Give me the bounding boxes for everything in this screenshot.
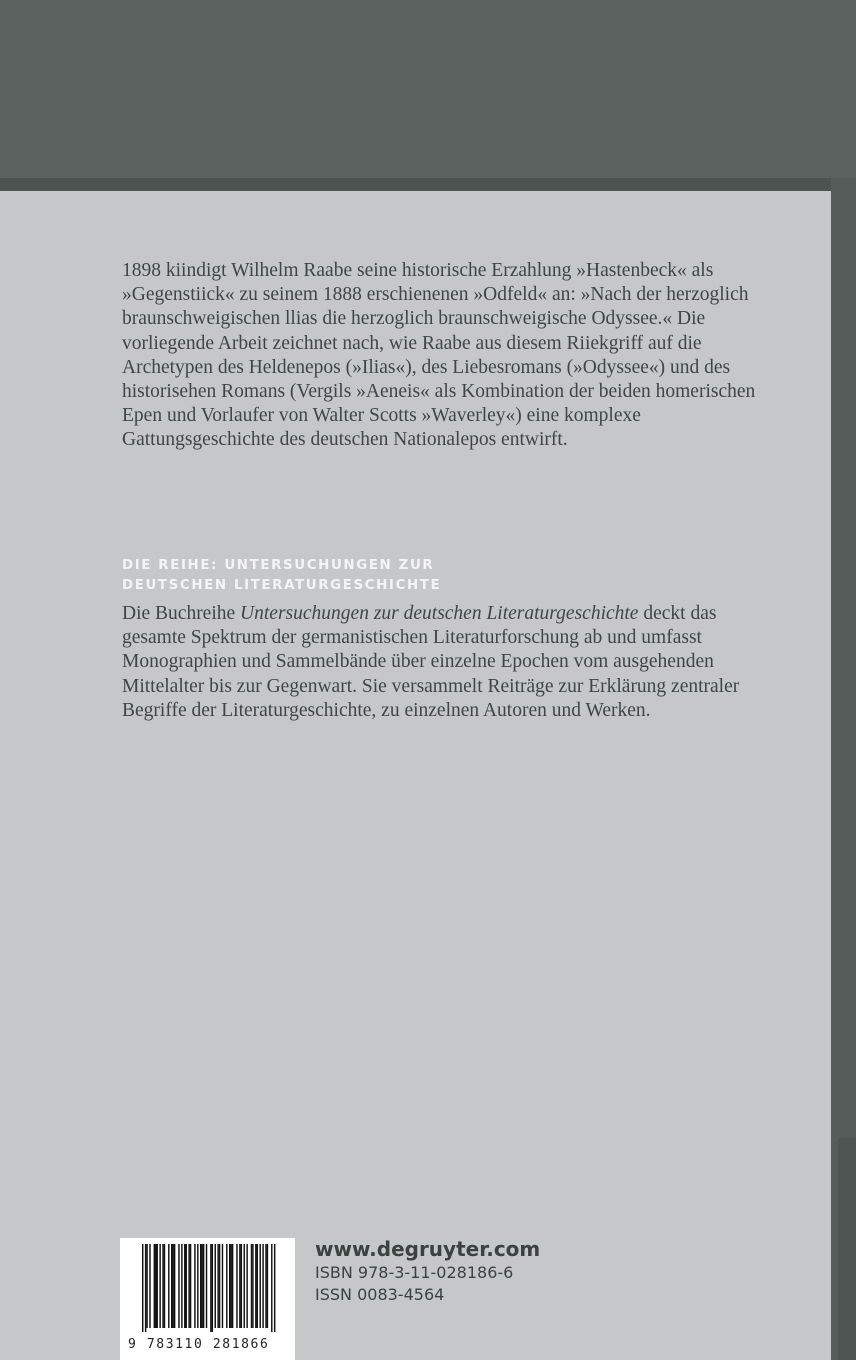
barcode-bar	[168, 1244, 169, 1328]
series-heading-line-1: DIE REIHE: UNTERSUCHUNGEN ZUR	[122, 558, 435, 573]
barcode-bar	[194, 1244, 195, 1328]
barcode-bar	[145, 1244, 146, 1332]
barcode-bar	[164, 1244, 165, 1328]
barcode-bar	[229, 1244, 230, 1328]
barcode-bar	[244, 1244, 245, 1328]
barcode-bar	[267, 1244, 268, 1328]
barcode-bar	[162, 1244, 163, 1328]
barcode-bar	[246, 1244, 247, 1328]
barcode-bar	[265, 1244, 266, 1328]
issn-number: ISSN 0083-4564	[315, 1285, 445, 1304]
barcode-bar	[212, 1244, 213, 1332]
barcode-bar	[271, 1244, 272, 1332]
barcode-bar	[159, 1244, 160, 1328]
isbn-barcode	[120, 1238, 295, 1360]
barcode-bar	[255, 1244, 256, 1328]
publisher-website[interactable]: www.degruyter.com	[315, 1237, 541, 1261]
series-heading-line-2: DEUTSCHEN LITERATURGESCHICHTE	[122, 578, 442, 593]
book-blurb: 1898 kiindigt Wilhelm Raabe seine historische Erzahlung »Hastenbeck« als »Gegenstiick« zu seinem 1888 erschienenen »Odfeld« an: »Nach der herzoglich braunschweigischen llias die herzoglich braunschweigische Odyssee.« Die vorliegende Arbeit zeichnet nach, wie Raabe aus diesem Riiekgriff auf die Archetypen des Heldenepos (»Ilias«), des Liebesromans (»Odyssee«) und des historisehen Romans (Vergils »Aeneis« als Kombination der beiden homerischen Epen und Vorlaufer von Walter Scotts »Waverley«) eine komplexe Gattungsgeschichte des deutschen Nationalepos entwirft.	[122, 260, 756, 451]
barcode-digits: 9 783110 281866	[128, 1337, 270, 1352]
cover-edge-lower	[838, 1138, 856, 1360]
barcode-bar	[252, 1244, 253, 1328]
barcode-bar	[200, 1244, 201, 1328]
series-description	[122, 602, 762, 723]
barcode-bar	[184, 1244, 185, 1328]
barcode-bar	[236, 1244, 237, 1328]
barcode-bar	[171, 1244, 172, 1328]
isbn-number: ISBN 978-3-11-028186-6	[315, 1263, 514, 1282]
barcode-bar	[203, 1244, 204, 1328]
barcode-bar	[259, 1244, 260, 1328]
barcode-bar	[222, 1244, 223, 1328]
barcode-bar	[181, 1244, 182, 1328]
barcode-bar	[146, 1244, 147, 1328]
barcode-bar	[155, 1244, 156, 1328]
barcode-bar	[188, 1244, 189, 1328]
barcode-bar	[154, 1244, 155, 1328]
barcode-bar	[206, 1244, 207, 1328]
barcode-bar	[241, 1244, 242, 1328]
publisher-info	[315, 1236, 615, 1306]
barcode-bar	[157, 1244, 158, 1328]
barcode-bar	[142, 1244, 143, 1332]
cover-shadow	[0, 178, 856, 192]
barcode-bar	[251, 1244, 252, 1328]
barcode-bar	[190, 1244, 191, 1328]
barcode-bar	[232, 1244, 233, 1328]
barcode-bar	[186, 1244, 187, 1328]
barcode-bar	[257, 1244, 258, 1328]
barcode-bar	[239, 1244, 240, 1328]
barcode-bar	[215, 1244, 216, 1328]
series-text-intro: Die Buchreihe	[122, 603, 241, 624]
barcode-bar	[174, 1244, 175, 1328]
series-title: Untersuchungen zur deutschen Literaturgeschichte	[240, 603, 639, 624]
barcode-bar	[172, 1244, 173, 1328]
barcode-bar	[178, 1244, 179, 1328]
barcode-bar	[197, 1244, 198, 1328]
barcode-bar	[274, 1244, 275, 1332]
barcode-bar	[262, 1244, 263, 1328]
barcode-bar	[226, 1244, 227, 1328]
barcode-bars	[120, 1238, 295, 1338]
barcode-bar	[219, 1244, 220, 1328]
barcode-bar	[217, 1244, 218, 1328]
barcode-bar	[210, 1244, 211, 1332]
barcode-bar	[201, 1244, 202, 1328]
series-heading	[122, 556, 722, 596]
barcode-bar	[230, 1244, 231, 1328]
series-text-body: deckt das gesamte Spektrum der germanistischen Literaturforschung ab und umfasst Monographien und Sammelbände über einzelne Epochen vom ausgehenden Mittelalter bis zur Gegenwart. Sie versammelt Reiträge zur Erklärung zentraler Begriffe der Literaturgeschichte, zu einzelnen Autoren und Werken.	[122, 603, 740, 721]
barcode-bar	[149, 1244, 150, 1328]
